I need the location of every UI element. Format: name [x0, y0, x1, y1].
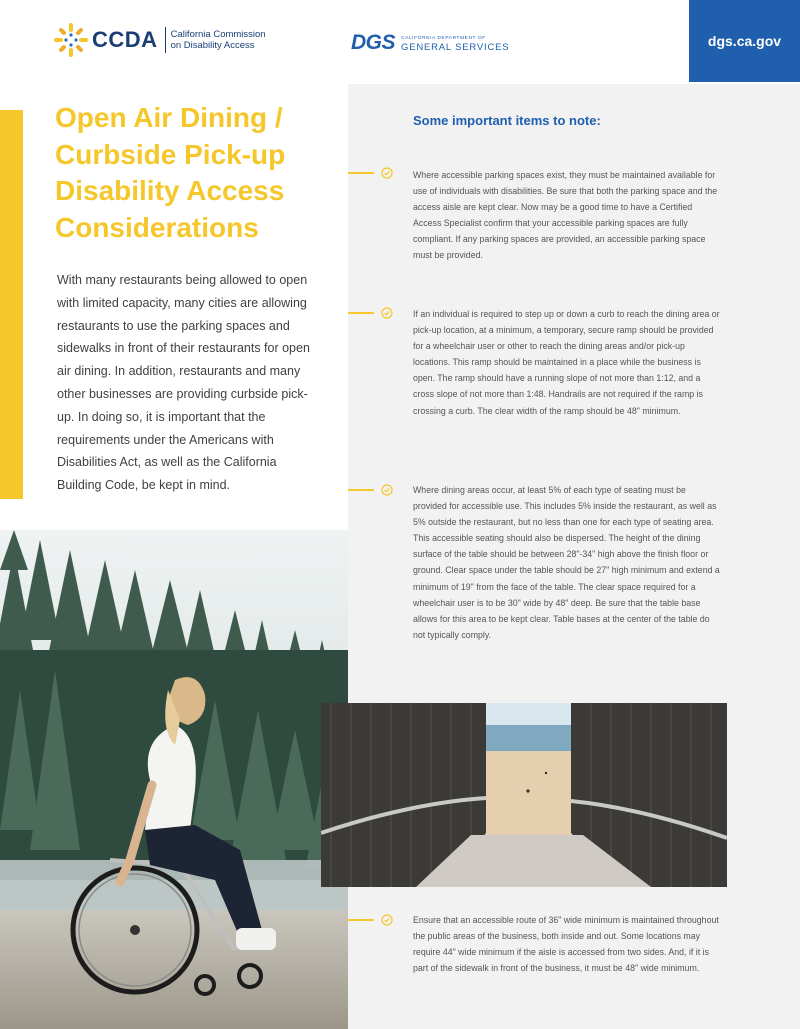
note-marker — [348, 484, 394, 496]
dgs-name-line-2: GENERAL SERVICES — [401, 42, 510, 53]
bridge-to-beach-photo — [321, 703, 727, 887]
title-line: Disability Access — [55, 175, 285, 206]
wheelchair-user-photo — [0, 530, 348, 1029]
ccda-full-name — [171, 29, 266, 51]
title-line: Open Air Dining / — [55, 102, 283, 133]
marker-line — [348, 919, 374, 921]
ccda-divider — [165, 27, 166, 53]
ccda-acronym: CCDA — [92, 27, 158, 52]
marker-line — [348, 489, 374, 491]
marker-line — [348, 172, 374, 174]
check-circle-icon — [381, 167, 393, 179]
intro-paragraph: With many restaurants being allowed to open with limited capacity, many cities are allowing restaurants to use the parking spaces and sidewalks in front of their restaurants for open air dining. In addition, restaurants and many other businesses are providing curbside pick-up. In doing so, it is important that the requirements under the Americans with Disabilities Act, as well as the California Building Code, be kept in mind. — [57, 273, 310, 493]
check-circle-icon — [381, 307, 393, 319]
ccda-logo — [53, 22, 266, 58]
note-marker — [348, 914, 394, 926]
dgs-acronym: DGS — [351, 31, 396, 54]
ccda-name-line-1: California Commission — [170, 29, 266, 40]
page-title — [55, 100, 340, 246]
check-circle-icon — [381, 914, 393, 926]
note-ramp: If an individual is required to step up or down a curb to reach the dining area or pick-up location, at a minimum, a temporary, secure ramp should be provided for a wheelchair user or other to reach the dining areas and/or pick-up locations. This ramp should be maintained in a place while the business is open. The ramp should have a running slope of not more than 1:12, and a cross slope of not more than 1:48. Handrails are not required if the ramp is crossing a curb. The clear width of the ramp should be 48" minimum. — [413, 309, 720, 416]
notes-heading: Some important items to note: — [413, 113, 601, 128]
website-link[interactable]: dgs.ca.gov — [689, 0, 800, 82]
title-line: Considerations — [55, 211, 259, 243]
ccda-name-line-2: on Disability Access — [170, 40, 255, 51]
dgs-logo — [351, 31, 509, 55]
title-line: Curbside Pick-up — [55, 138, 286, 170]
note-parking: Where accessible parking spaces exist, they must be maintained available for use of individuals with disabilities. Be sure that both the parking space and the access aisle are kept clear. Now may be a good time to have a Certified Access Specialist confirm that your accessible parking spaces are fully compliant. If any parking spaces are provided, an accessible parking space must be provided. — [413, 170, 718, 261]
marker-line — [348, 312, 374, 314]
check-circle-icon — [381, 484, 393, 496]
note-marker — [348, 167, 394, 179]
dgs-full-name — [401, 34, 509, 52]
dgs-name-line-1: CALIFORNIA DEPARTMENT OF — [401, 36, 486, 41]
accent-bar — [0, 110, 23, 499]
note-accessible-route: Ensure that an accessible route of 36" wide minimum is maintained throughout the public areas of the business, both inside and out. Some locations may require 44" wide minimum if the aisle is accessed from two sides. And, if it is part of the sidewalk in front of the business, it must be 48" wide minimum. — [413, 915, 719, 974]
note-marker — [348, 307, 394, 319]
ccda-sunburst-icon — [53, 22, 89, 58]
note-seating: Where dining areas occur, at least 5% of each type of seating must be provided for accessible use. This includes 5% inside the restaurant, as well as 5% outside the restaurant, but no less than one for each type of seating area. This accessible seating should also be dispersed. The height of the dining surface of the table should be between 28"-34" high above the finish floor or ground. Clear space under the table should be 27" high minimum and extend a minimum of 19" from the face of the table. The clear space required for a wheelchair user is to be 30" wide by 48" deep. Be sure that the table base allows for this area to be kept clear. Table bases at the center of the table do not typically comply. — [413, 485, 720, 640]
